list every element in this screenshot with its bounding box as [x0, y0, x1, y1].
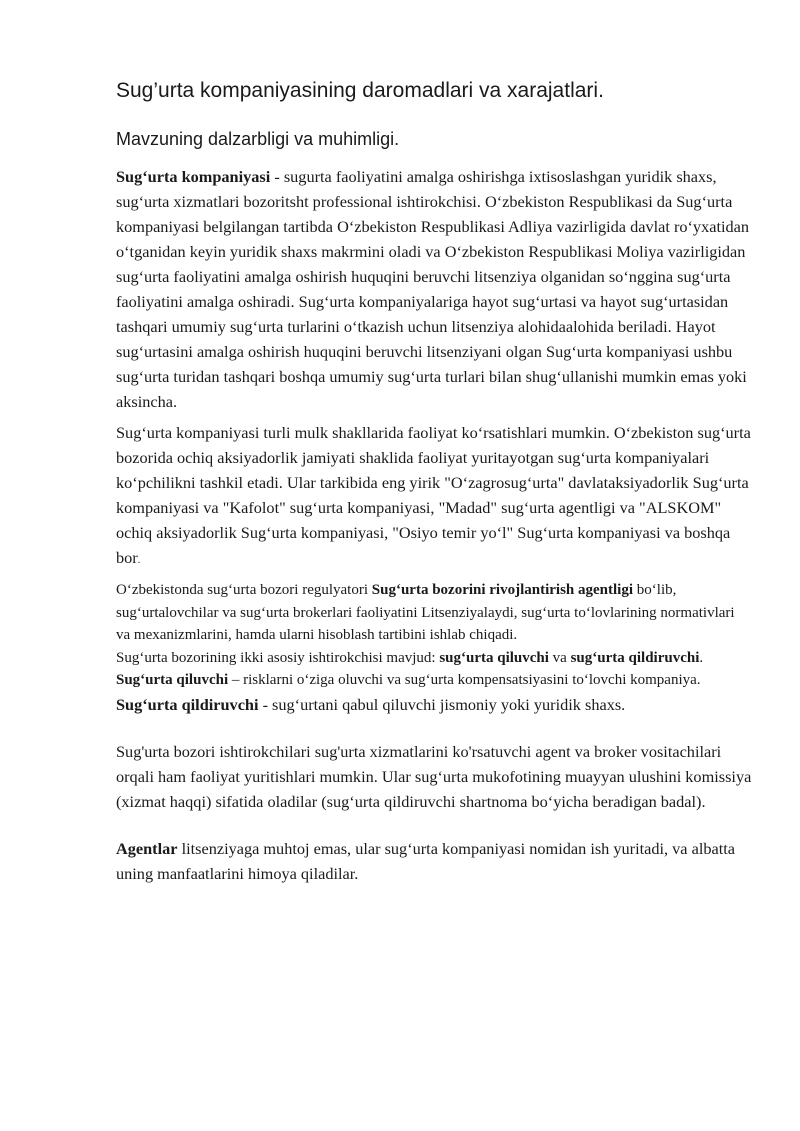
- term-agents: Agentlar: [116, 838, 178, 858]
- paragraph-agents: [116, 836, 752, 886]
- paragraph-text: va: [548, 649, 571, 666]
- paragraph-intermediaries: [116, 739, 752, 814]
- paragraph-text: O‘zbekistonda sug‘urta bozori regulyatori: [116, 582, 372, 598]
- paragraph-text: bo‘lib, sug‘urtalovchilar va sug‘urta brokerlari faoliyatini Litsenziyalaydi, sug‘urta to‘lovlarining normativlari va mexanizmlarini, hamda ularni hisoblash tartibini ishlab chiqadi.: [116, 582, 735, 643]
- paragraph-text: - sugurta faoliyatini amalga oshirishga ixtisoslashgan yuridik shaxs, sug‘urta xizmatlari bozoritsht professional ishtirokchisi. O‘zbekiston Respublikasi da Sug‘urta kompaniyasi belgilangan tartibda O‘zbekiston Respublikasi Adliya vazirligida davlat ro‘yxatidan o‘tganidan keyin yuridik shaxs makrmini oladi va O‘zbekiston Respublikasi Moliya vazirligidan sug‘urta faoliyatini amalga oshirish huquqini beruvchi litsenziya olganidan so‘nggina sug‘urta faoliyatini amalga oshiradi. Sug‘urta kompaniyalariga hayot sug‘urtasi va hayot sug‘urtasidan tashqari umumiy sug‘urta turlarini o‘tkazish uchun litsenziya alohidaalohida beriladi. Hayot sug‘urtasini amalga oshirish huquqini beruvchi litsenziyani olgan Sug‘urta kompaniyasi ushbu sug‘urta turidan tashqari boshqa umumiy sug‘urta turlari bilan shug‘ullanishi mumkin emas yoki aksincha.: [116, 167, 749, 411]
- paragraph-insurer-definition: [116, 669, 752, 692]
- document-subtitle: Mavzuning dalzarbligi va muhimligi.: [116, 129, 400, 149]
- paragraph-company-definition: [116, 164, 752, 414]
- paragraph-text: Sug‘urta bozorining ikki asosiy ishtirokchisi mavjud:: [116, 649, 440, 666]
- paragraph-text: litsenziyaga muhtoj emas, ular sug‘urta kompaniyasi nomidan ish yuritadi, va albatta uning manfaatlarini himoya qiladilar.: [116, 838, 735, 883]
- paragraph-text: .: [699, 649, 704, 666]
- term-insurance-company: Sug‘urta kompaniyasi: [116, 167, 271, 186]
- paragraph-text: - sug‘urtani qabul qiluvchi jismoniy yoki yuridik shaxs.: [258, 694, 626, 714]
- paragraph-text: Sug‘urta kompaniyasi turli mulk shakllarida faoliyat ko‘rsatishlari mumkin. O‘zbekiston sug‘urta bozorida ochiq aksiyadorlik jamiyati shaklida faoliyat yuritayotgan sug‘urta kompaniyalari ko‘pchilikni tashkil etadi. Ular tarkibida eng yirik "O‘zagrosug‘urta" davlataksiyadorlik Sug‘urta kompaniyasi va "Kafolot" sug‘urta kompaniyasi, "Madad" sug‘urta agentligi va "ALSKOM" ochiq aksiyadorlik Sug‘urta kompaniyasi, "Osiyo temir yo‘l" Sug‘urta kompaniyasi va boshqa bor: [116, 423, 751, 567]
- paragraph-text: Sug'urta bozori ishtirokchilari sug'urta xizmatlarini ko'rsatuvchi agent va broker vositachilari orqali ham faoliyat yuritishlari mumkin. Ular sug‘urta mukofotining muayyan ulushini komissiya (xizmat haqqi) sifatida oladilar (sug‘urta qildiruvchi shartnoma bo‘yicha beradigan badal).: [116, 741, 752, 811]
- term-insurer: sug‘urta qiluvchi: [439, 649, 549, 666]
- paragraph-end-dot: .: [137, 555, 141, 566]
- paragraph-regulator: [116, 579, 752, 647]
- paragraph-ownership-forms: [116, 420, 752, 573]
- term-insured: sug‘urta qildiruvchi: [570, 649, 700, 666]
- paragraph-insured-definition: [116, 692, 752, 717]
- document-page: [116, 74, 752, 886]
- paragraph-participants: [116, 647, 752, 670]
- document-title: Sug’urta kompaniyasining daromadlari va xarajatlari.: [116, 79, 604, 102]
- paragraph-text: – risklarni o‘ziga oluvchi va sug‘urta kompensatsiyasini to‘lovchi kompaniya.: [228, 672, 701, 688]
- term-regulator-agency: Sug‘urta bozorini rivojlantirish agentligi: [371, 582, 634, 598]
- term-insured: Sug‘urta qildiruvchi: [116, 694, 259, 714]
- term-insurer: Sug‘urta qiluvchi: [116, 672, 229, 688]
